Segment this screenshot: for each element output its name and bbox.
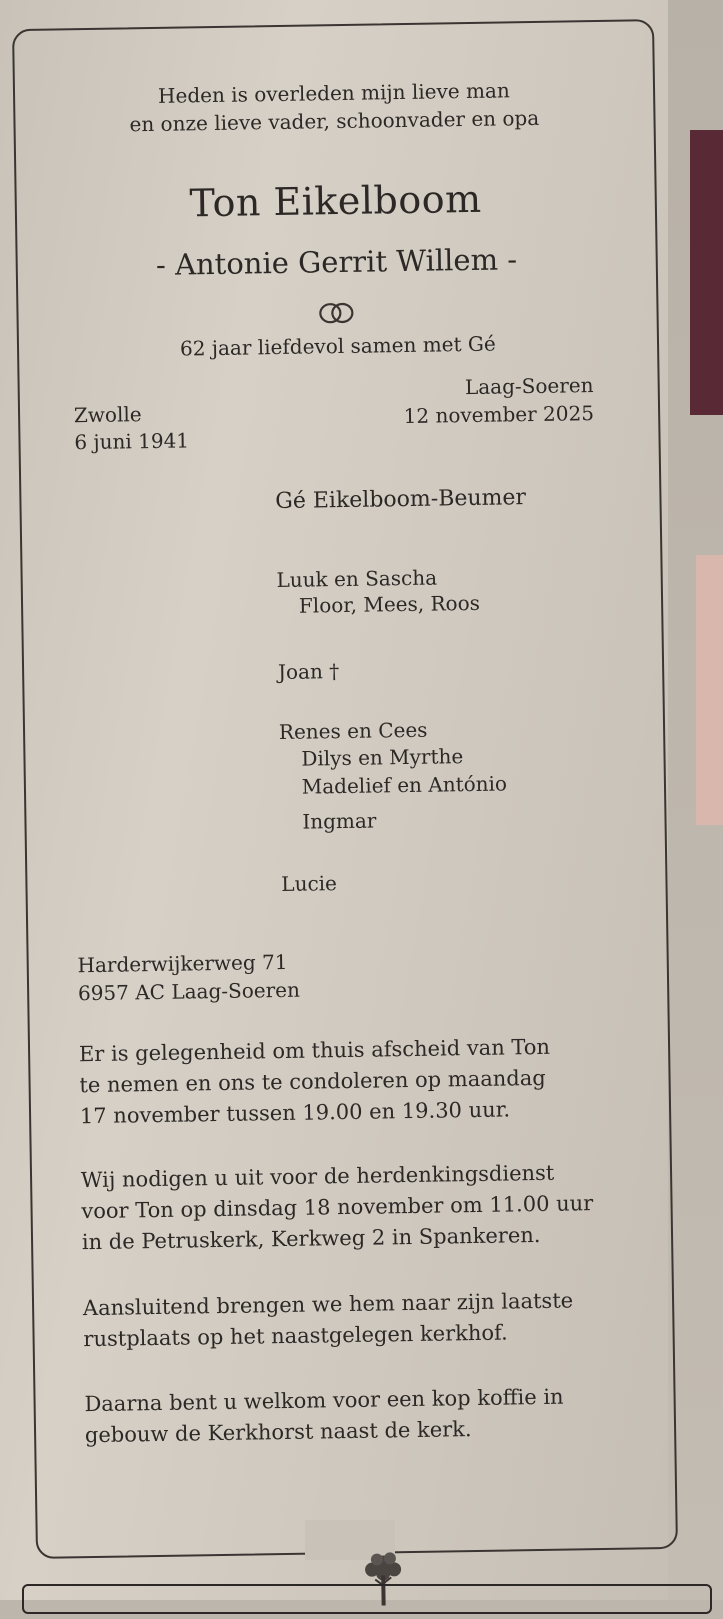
child-1-grandchildren: Floor, Mees, Roos (298, 590, 481, 618)
child-3-grandchild-1: Dilys en Myrthe (301, 744, 464, 771)
child-2: Joan † (277, 659, 340, 685)
intro-line-2: en onze lieve vader, schoonvader en opa (129, 105, 540, 137)
paragraph-2-line-2: voor Ton op dinsdag 18 november om 11.00 uur (81, 1191, 594, 1224)
child-3-grandchild-2: Madelief en António (301, 771, 508, 799)
obituary-content (29, 65, 662, 1534)
child-3-grandchild-3: Ingmar (302, 808, 377, 834)
paragraph-1-line-3: 17 november tussen 19.00 en 19.30 uur. (79, 1097, 511, 1129)
address-postal-city: 6957 AC Laag-Soeren (77, 977, 301, 1006)
deceased-full-name: - Antonie Gerrit Willem - (155, 242, 518, 282)
paragraph-1-line-2: te nemen en ons te condoleren op maandag (79, 1065, 546, 1098)
wedding-rings-icon (316, 302, 356, 329)
deceased-name: Ton Eikelboom (189, 176, 482, 226)
death-place: Laag-Soeren (464, 373, 594, 400)
next-advert-border (22, 1584, 712, 1614)
paragraph-1-line-1: Er is gelegenheid om thuis afscheid van Ton (78, 1034, 551, 1067)
child-3: Renes en Cees (278, 717, 428, 745)
child-1: Luuk en Sascha (276, 565, 438, 593)
paragraph-4-line-1: Daarna bent u welkom voor een kop koffie in (84, 1384, 564, 1417)
paragraph-2-line-3: in de Petruskerk, Kerkweg 2 in Spankeren. (81, 1222, 541, 1255)
birth-place: Zwolle (73, 402, 142, 428)
paragraph-3-line-2: rustplaats op het naastgelegen kerkhof. (83, 1320, 508, 1352)
birth-date: 6 juni 1941 (74, 428, 190, 455)
death-date: 12 november 2025 (403, 401, 595, 429)
paragraph-3-line-1: Aansluitend brengen we hem naar zijn laatste (82, 1288, 574, 1321)
together-line: 62 jaar liefdevol samen met Gé (179, 331, 496, 361)
paragraph-4-line-2: gebouw de Kerkhorst naast de kerk. (84, 1417, 472, 1448)
intro-line-1: Heden is overleden mijn lieve man (157, 78, 510, 108)
paragraph-2-line-1: Wij nodigen u uit voor de herdenkingsdienst (80, 1160, 555, 1193)
adjacent-pink-block (696, 555, 723, 825)
child-4: Lucie (281, 871, 338, 897)
address-street: Harderwijkerweg 71 (77, 949, 288, 978)
spouse-name: Gé Eikelboom-Beumer (275, 485, 527, 515)
adjacent-ad-block (690, 130, 723, 415)
